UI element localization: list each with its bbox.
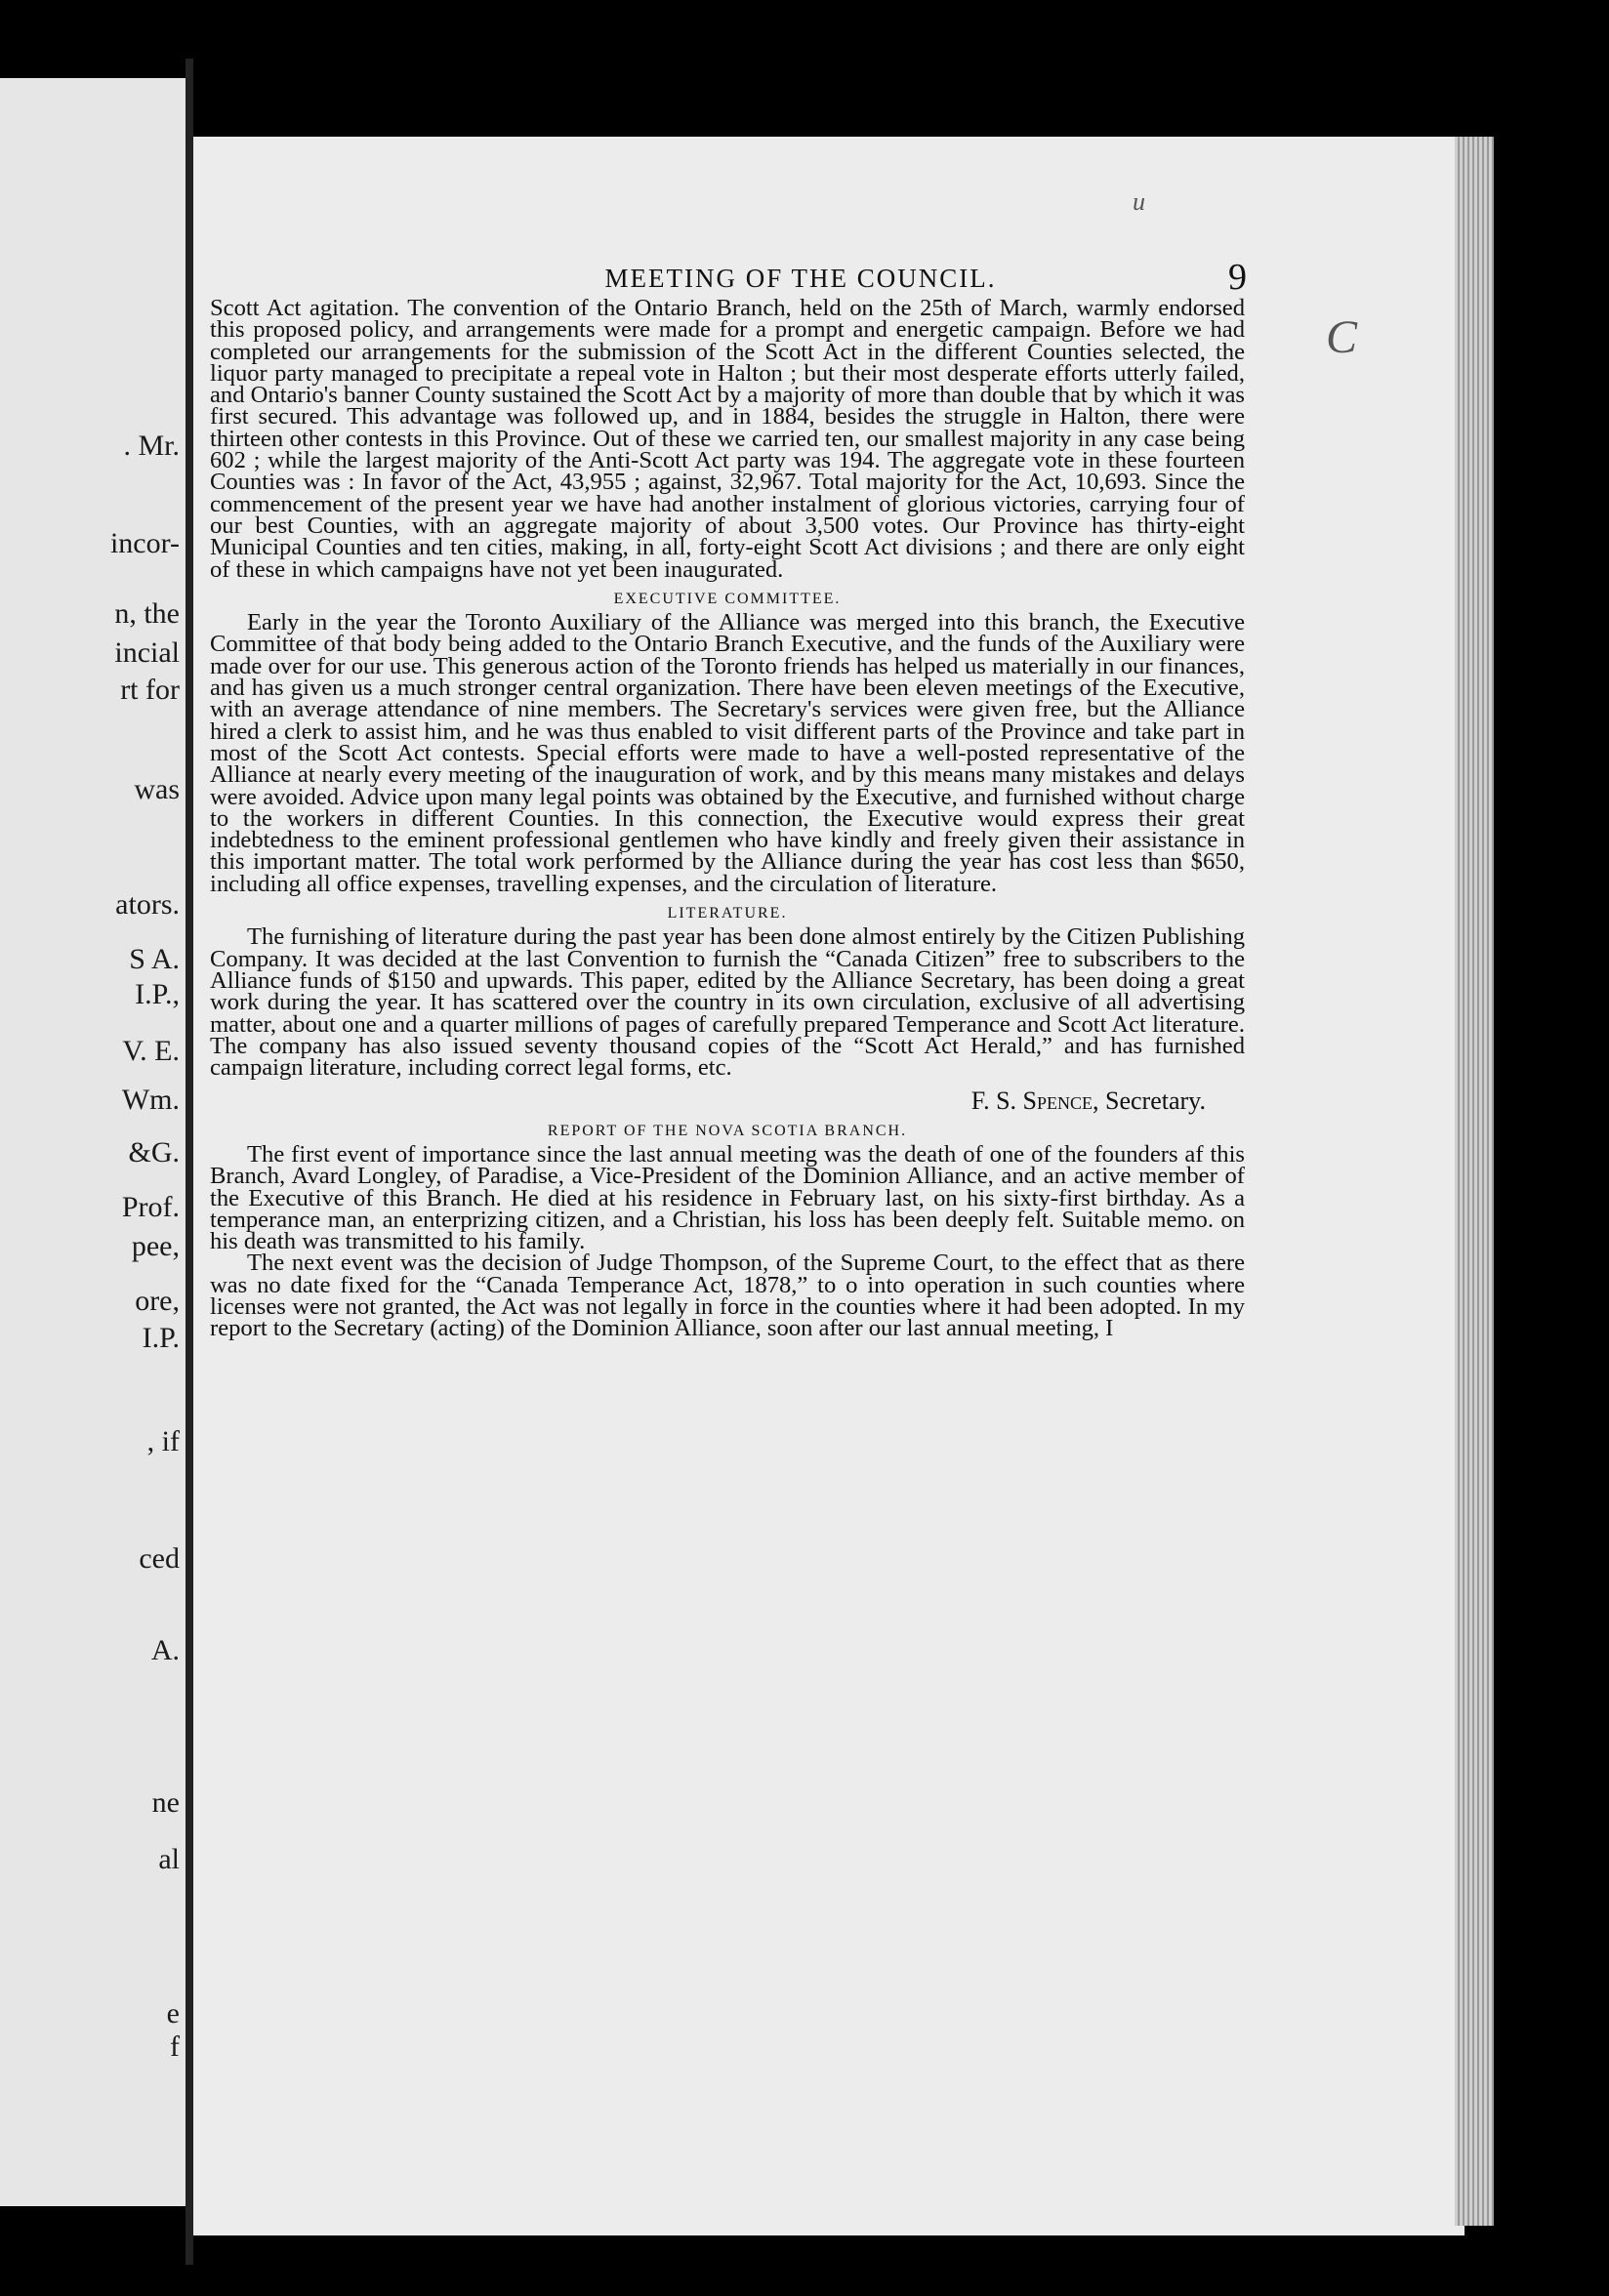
paragraph: The furnishing of literature during the past year has been done almost entirely by the Citizen Publishing Company. It was decided at the last Convention to furnish the “Canada Citizen” free to subscribers to the Alliance funds of $150 and upwards. This paper, edited by the Alliance Secretary, has been doing a great work during the year. It has scattered over the country in its own circulation, exclusive of all advertising matter, about one and a quarter millions of pages of carefully prepared Temperance and Scott Act literature. The company has also issued seventy thousand copies of the “Scott Act Herald,” and has furnished campaign literature, including correct legal forms, etc. — [210, 923, 1245, 1082]
prev-page-fragment: ore, — [135, 1285, 180, 1317]
previous-page-margin — [0, 78, 186, 2206]
page-edges — [1455, 137, 1494, 2226]
running-header: MEETING OF THE COUNCIL. — [604, 264, 997, 293]
prev-page-fragment: al — [158, 1843, 180, 1875]
prev-page-fragment: e — [166, 1997, 180, 2030]
prev-page-fragment: S A. — [129, 943, 180, 975]
prev-page-fragment: I.P. — [142, 1322, 180, 1354]
prev-page-fragment: V. E. — [122, 1035, 180, 1067]
prev-page-fragment: , if — [146, 1425, 180, 1457]
prev-page-fragment: ne — [151, 1786, 180, 1819]
prev-page-fragment: incial — [114, 636, 180, 669]
prev-page-fragment: ators. — [115, 888, 180, 921]
prev-page-fragment: ced — [139, 1542, 180, 1575]
prev-page-fragment: Wm. — [121, 1084, 180, 1116]
prev-page-fragment: was — [134, 773, 180, 805]
prev-page-fragment: n, the — [114, 597, 180, 630]
prev-page-fragment: A. — [150, 1634, 180, 1666]
prev-page-fragment: incor- — [109, 527, 180, 559]
prev-page-fragment: . Mr. — [123, 430, 180, 462]
prev-page-fragment: rt for — [120, 674, 180, 706]
book-gutter — [186, 59, 193, 2265]
prev-page-fragment: pee, — [131, 1230, 180, 1262]
pencil-mark: u — [1133, 187, 1145, 216]
signature-name: F. S. Spence, — [970, 1086, 1099, 1116]
section-heading: EXECUTIVE COMMITTEE. — [613, 590, 842, 607]
pencil-mark: C — [1326, 311, 1358, 363]
section-heading: REPORT OF THE NOVA SCOTIA BRANCH. — [547, 1122, 908, 1139]
page-text — [210, 295, 1245, 1342]
prev-page-fragment: I.P., — [135, 978, 180, 1010]
section-heading: LITERATURE. — [667, 905, 788, 922]
signature-title: Secretary. — [1105, 1086, 1206, 1116]
prev-page-fragment: f — [170, 2030, 180, 2063]
paragraph: The next event was the decision of Judge Thompson, of the Supreme Court, to the effect that as there was no date fixed for the “Canada Temperance Act, 1878,” to o into operation in such counties where licenses were not granted, the Act was not legally in force in the counties where it had been adopted. In my report to the Secretary (acting) of the Dominion Alliance, soon after our last annual meeting, I — [210, 1250, 1245, 1342]
page-number: 9 — [1228, 257, 1247, 298]
paragraph: The first event of importance since the last annual meeting was the death of one of the founders af this Branch, Avard Longley, of Paradise, a Vice-President of the Dominion Alliance, and an active member of the Executive of this Branch. He died at his residence in February last, on his sixty-first birthday. As a temperance man, an enterprizing citizen, and a Christian, his loss has been deeply felt. Suitable memo. on his death was transmitted to his family. — [210, 1140, 1245, 1255]
prev-page-fragment: Prof. — [121, 1191, 180, 1223]
paragraph: Scott Act agitation. The convention of the Ontario Branch, held on the 25th of March, warmly endorsed this proposed policy, and arrangements were made for a prompt and energetic campaign. Before we had completed our arrangements for the submission of the Scott Act in the different Counties selected, the liquor party managed to precipitate a repeal vote in Halton ; but their most desperate efforts utterly failed, and Ontario's banner County sustained the Scott Act by a majority of more than double that by which it was first secured. This advantage was followed up, and in 1884, besides the struggle in Halton, there were thirteen other contests in this Province. Out of these we carried ten, our smallest majority in any case being 602 ; while the largest majority of the Anti-Scott Act party was 194. The aggregate vote in these fourteen Counties was : In favor of the Act, 43,955 ; against, 32,967. Total majority for the Act, 10,693. Since the commencement of the present year we have had another instalment of glorious victories, carrying four of our best Counties, with an aggregate majority of about 3,500 votes. Our Province has thirty-eight Municipal Counties and ten cities, making, in all, forty-eight Scott Act divisions ; and there are only eight of these in which campaigns have not yet been inaugurated. — [210, 295, 1245, 583]
paragraph: Early in the year the Toronto Auxiliary of the Alliance was merged into this branch, the Executive Committee of that body being added to the Ontario Branch Executive, and the funds of the Auxiliary were made over for our use. This generous action of the Toronto friends has helped us materially in our finances, and has given us a much stronger central organization. There have been eleven meetings of the Executive, with an average attendance of nine members. The Secretary's services were given free, but the Alliance hired a clerk to assist him, and he was thus enabled to visit different parts of the Province and take part in most of the Scott Act contests. Special efforts were made to have a well-posted representative of the Alliance at nearly every meeting of the inauguration of work, and by this means many mistakes and delays were avoided. Advice upon many legal points was obtained by the Executive, and furnished without charge to the workers in different Counties. In this connection, the Executive would express their great indebtedness to the eminent professional gentlemen who have kindly and freely given their assistance in this important matter. The total work performed by the Alliance during the year has cost less than $650, including all office expenses, travelling expenses, and the circulation of literature. — [210, 609, 1245, 897]
prev-page-fragment: &G. — [128, 1136, 180, 1168]
signature — [210, 1086, 1245, 1116]
